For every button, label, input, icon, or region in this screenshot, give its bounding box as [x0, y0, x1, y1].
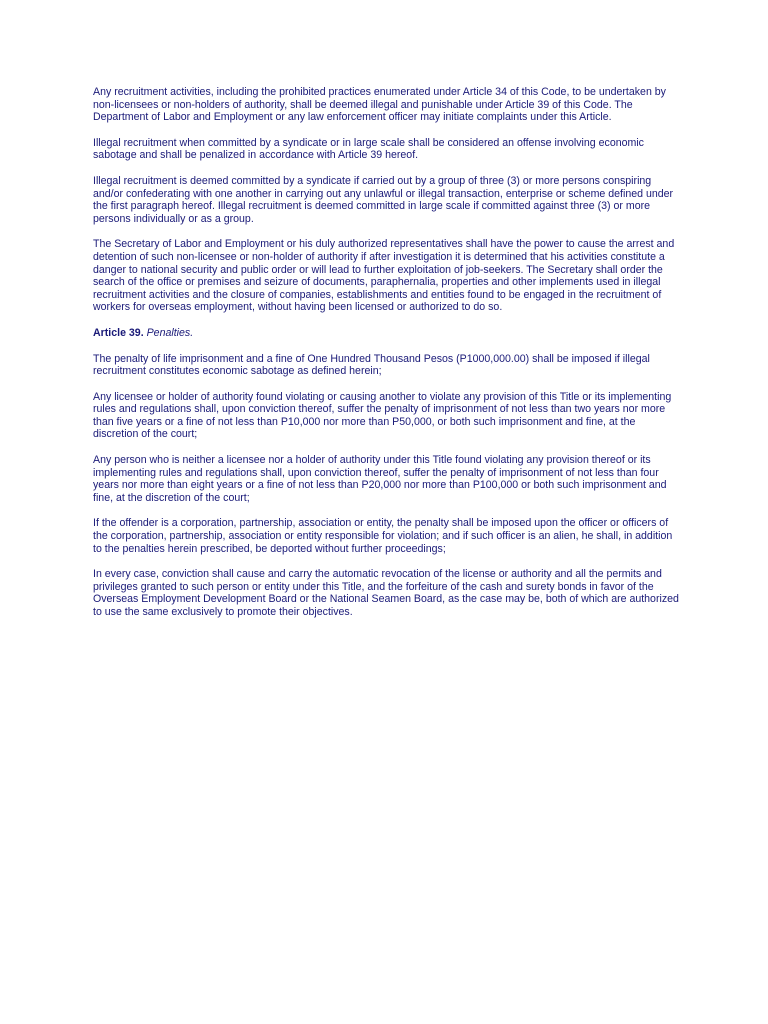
article-title: Penalties. [146, 326, 194, 339]
paragraph-secretary-powers: The Secretary of Labor and Employment or his duly authorized representatives shall have the power to cause the arrest and detention of such non-licensee or non-holder of authority if after investigation it is determined that his activities constitute a danger to national security and public order or will lead to further exploitation of job-seekers. The Secretary shall order the search of the office or premises and seizure of documents, paraphernalia, properties and other implements used in illegal recruitment activities and the closure of companies, establishments and entities found to be engaged in the recruitment of workers for overseas employment, without having been licensed or authorized to do so. [93, 238, 675, 314]
paragraph-unlawful-recruitment: Any recruitment activities, including the prohibited practices enumerated under Article 34 of this Code, to be undertaken by non-licensees or non-holders of authority, shall be deemed illegal and punishable under Article 39 of this Code. The Department of Labor and Employment or any law enforcement officer may initiate complaints under this Article. [93, 86, 666, 124]
paragraph-corporate-offender: If the offender is a corporation, partnership, association or entity, the penalty shall be imposed upon the officer or officers of the corporation, partnership, association or entity responsible for violation; and if such officer is an alien, he shall, in addition to the penalties herein prescribed, be deported without further proceedings; [93, 517, 673, 555]
paragraph-revocation: In every case, conviction shall cause and carry the automatic revocation of the license or authority and all the permits and privileges granted to such person or entity under this Title, and the forfeiture of the cash and surety bonds in favor of the Overseas Employment Development Board or the National Seamen Board, as the case may be, both of which are authorized to use the same exclusively to promote their objectives. [93, 568, 679, 618]
paragraph-life-imprisonment: The penalty of life imprisonment and a fine of One Hundred Thousand Pesos (P1000,000.00) shall be imposed if illegal recruitment constitutes economic sabotage as defined herein; [93, 352, 650, 378]
paragraph-economic-sabotage: Illegal recruitment when committed by a syndicate or in large scale shall be considered an offense involving economic sabotage and shall be penalized in accordance with Article 39 hereof. [93, 136, 644, 162]
paragraph-licensee-penalty: Any licensee or holder of authority found violating or causing another to violate any provision of this Title or its implementing rules and regulations shall, upon conviction thereof, suffer the penalty of imprisonment of not less than two years nor more than five years or a fine of not less than P10,000 nor more than P50,000, or both such imprisonment and fine, at the discretion of the court; [93, 390, 672, 441]
paragraph-non-licensee-penalty: Any person who is neither a licensee nor a holder of authority under this Title found violating any provision thereof or its implementing rules and regulations shall, upon conviction thereof, suffer the penalty of imprisonment of not less than four years nor more than eight years or a fine of not less than P20,000 nor more than P100,000 or both such imprisonment and fine, at the discretion of the court; [93, 454, 667, 504]
article-heading [93, 327, 681, 340]
document-body [93, 86, 681, 632]
article-number: Article 39. [93, 326, 144, 339]
paragraph-syndicate-definition: Illegal recruitment is deemed committed by a syndicate if carried out by a group of three (3) or more persons conspiring and/or confederating with one another in carrying out any unlawful or illegal transaction, enterprise or scheme defined under the first paragraph hereof. Illegal recruitment is deemed committed in large scale if committed against three (3) or more persons individually or as a group. [93, 174, 674, 225]
